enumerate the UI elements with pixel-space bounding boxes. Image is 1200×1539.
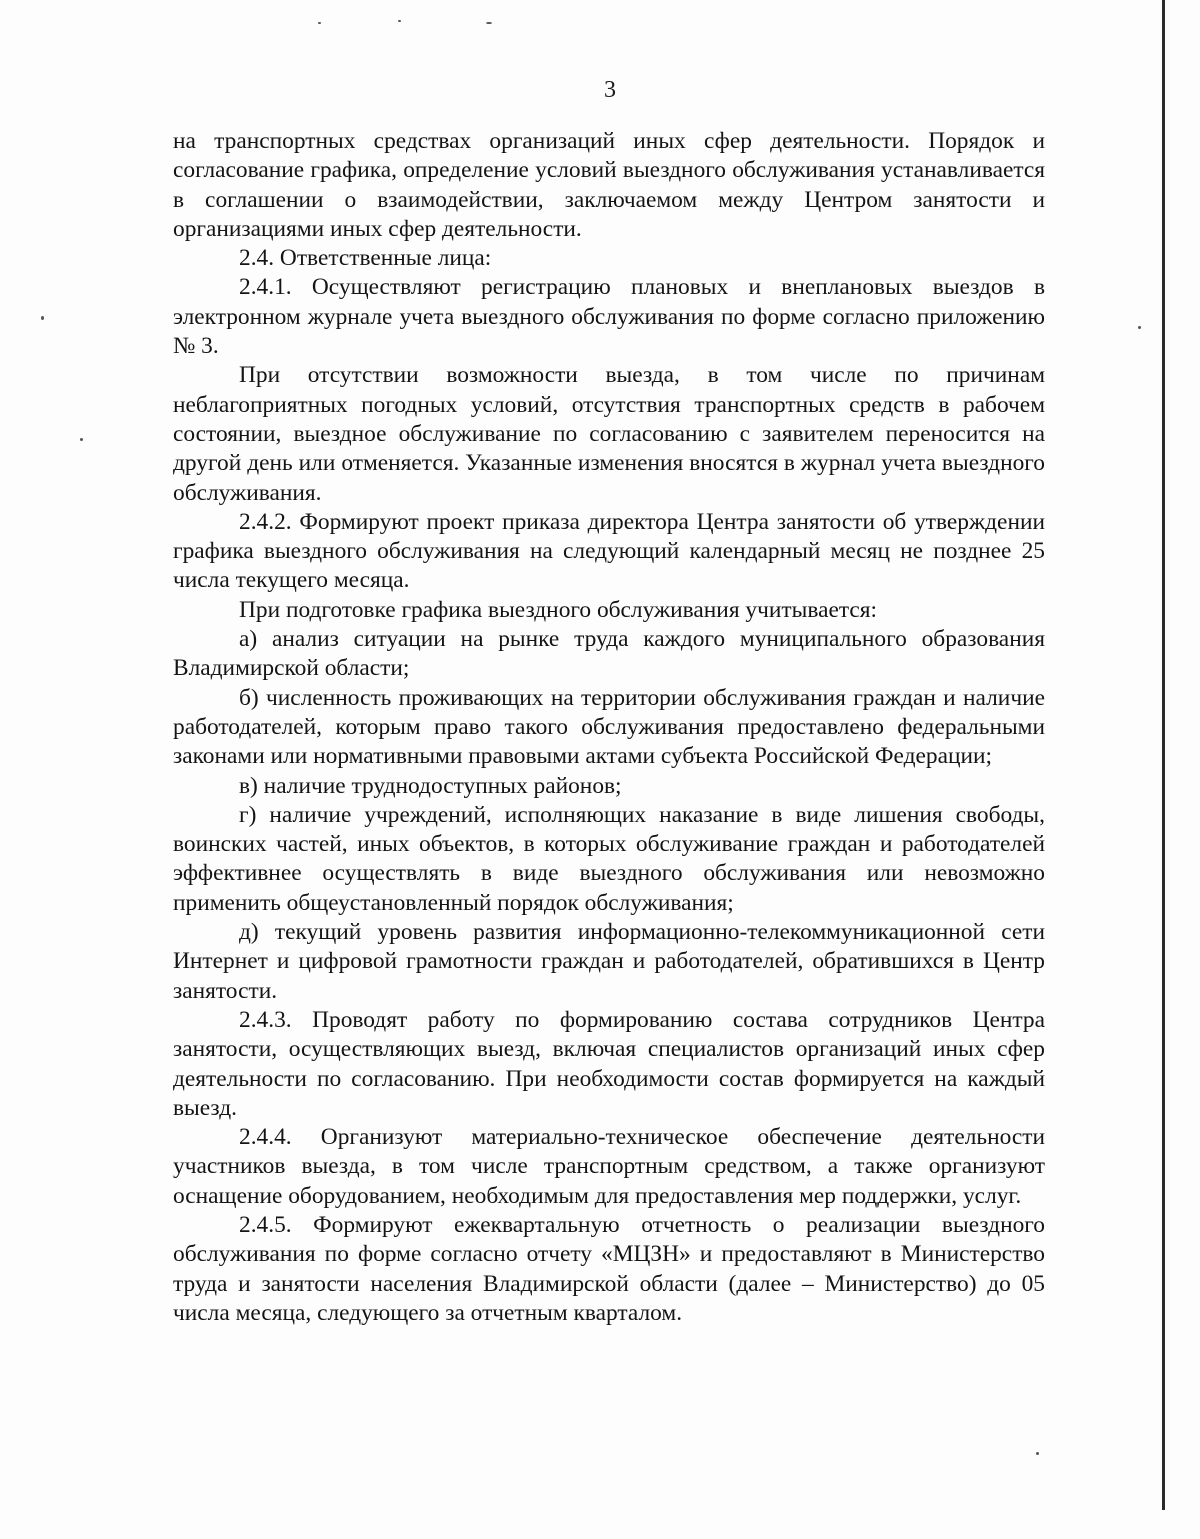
paragraph: 2.4.2. Формируют проект приказа директора Центра занятости об утверждении графика выездного обслуживания на следующий календарный месяц не позднее 25 числа текущего месяца. <box>173 508 1045 594</box>
paragraph: При отсутствии возможности выезда, в том числе по причинам неблагоприятных погодных условий, отсутствия транспортных средств в рабочем состоянии, выездное обслуживание по согласованию с заявителем переносится на другой день или отменяется. Указанные изменения вносятся в журнал учета выездного обслуживания. <box>173 362 1045 506</box>
scan-speck <box>1036 1452 1039 1455</box>
scan-edge-line <box>1162 0 1165 1510</box>
paragraph: б) численность проживающих на территории обслуживания граждан и наличие работодателей, которым право такого обслуживания предоставлено федеральными законами или нормативными правовыми актами субъекта Российской Федерации; <box>173 684 1045 770</box>
paragraph: 2.4.5. Формируют ежеквартальную отчетность о реализации выездного обслуживания по форме согласно отчету «МЦЗН» и предоставляют в Министерство труда и занятости населения Владимирской области (далее – Министерство) до 05 числа месяца, следующего за отчетным кварталом. <box>173 1211 1045 1326</box>
paragraph: 2.4. Ответственные лица: <box>239 245 492 272</box>
paragraph: 2.4.1. Осуществляют регистрацию плановых и внеплановых выездов в электронном журнале учета выездного обслуживания по форме согласно приложению № 3. <box>173 274 1045 360</box>
scan-speck <box>41 316 44 320</box>
paragraph: 2.4.4. Организуют материально-техническое обеспечение деятельности участников выезда, в том числе транспортным средством, а также организуют оснащение оборудованием, необходимым для предоставления мер поддержки, услуг. <box>173 1124 1045 1209</box>
scan-speck <box>486 22 492 24</box>
document-body <box>173 127 1045 1328</box>
paragraph: 2.4.3. Проводят работу по формированию состава сотрудников Центра занятости, осуществляющих выезд, включая специалистов организаций иных сфер деятельности по согласованию. При необходимости состав формируется на каждый выезд. <box>173 1006 1045 1121</box>
scan-speck <box>80 438 83 441</box>
scan-speck <box>318 22 321 24</box>
scan-speck <box>1138 326 1141 329</box>
paragraph: д) текущий уровень развития информационно-телекоммуникационной сети Интернет и цифровой грамотности граждан и работодателей, обратившихся в Центр занятости. <box>173 919 1045 1004</box>
paragraph: а) анализ ситуации на рынке труда каждого муниципального образования Владимирской области; <box>173 626 1045 682</box>
paragraph: на транспортных средствах организаций иных сфер деятельности. Порядок и согласование графика, определение условий выездного обслуживания устанавливается в соглашении о взаимодействии, заключаемом между Центром занятости и организациями иных сфер деятельности. <box>173 128 1045 242</box>
paragraph: При подготовке графика выездного обслуживания учитывается: <box>239 596 877 623</box>
paragraph: г) наличие учреждений, исполняющих наказание в виде лишения свободы, воинских частей, иных объектов, в которых обслуживание граждан и работодателей эффективнее осуществлять в виде выездного обслуживания или невозможно применить общеустановленный порядок обслуживания; <box>173 801 1045 916</box>
page-number: 3 <box>604 77 616 103</box>
paragraph: в) наличие труднодоступных районов; <box>239 772 622 799</box>
scan-speck <box>398 20 401 22</box>
